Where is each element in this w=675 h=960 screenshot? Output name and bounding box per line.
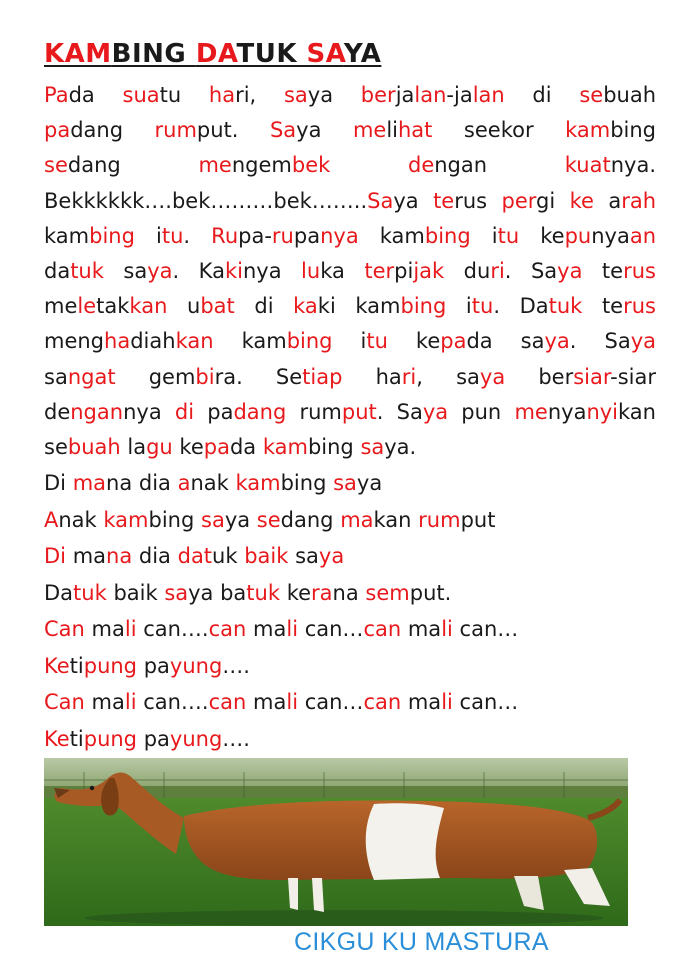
paragraph-line (44, 395, 656, 430)
text-segment: ya (356, 471, 383, 496)
text-segment: na (106, 544, 133, 569)
text-segment: sa (164, 580, 189, 605)
text-segment: ke (519, 223, 565, 248)
text-segment: da sa (466, 329, 545, 354)
text-segment: ru (271, 223, 294, 248)
text-segment: siar (573, 364, 611, 389)
text-segment: ma (72, 471, 107, 496)
goat-illustration (44, 758, 628, 926)
text-segment: du (444, 259, 491, 284)
text-segment: te (582, 259, 624, 284)
text-segment: ma (84, 690, 125, 715)
text-segment: . (183, 223, 212, 248)
text-segment: li (441, 617, 453, 642)
text-segment: ra. Se (214, 364, 303, 389)
text-segment: ngat (67, 364, 116, 389)
text-segment: . Sa (376, 399, 423, 424)
text-segment: bi (195, 364, 215, 389)
text-segment: BING (111, 39, 196, 69)
text-segment: rum (154, 118, 197, 143)
text-segment: ha (104, 329, 131, 354)
text-segment: tuk (70, 259, 104, 284)
text-segment: ti (69, 653, 84, 678)
text-segment: -ja (446, 83, 473, 107)
text-segment: can (208, 617, 247, 642)
text-segment: DA (195, 39, 237, 69)
text-segment: see (432, 118, 501, 143)
text-segment: bing (286, 329, 333, 354)
text-segment: ya (557, 259, 583, 284)
text-segment: kam (213, 329, 287, 354)
text-segment: tuk (246, 580, 281, 605)
text-segment: kam (103, 507, 149, 532)
text-segment: a (177, 471, 191, 496)
text-segment: ya (147, 259, 173, 284)
text-segment: se (44, 435, 68, 460)
text-segment: ngan (70, 399, 124, 424)
text-segment: ma (84, 617, 125, 642)
text-segment: kam (358, 223, 425, 248)
text-segment: yung (169, 726, 223, 751)
text-segment: sa (283, 83, 308, 107)
text-segment: kan (373, 507, 419, 532)
text-segment: tu (161, 223, 184, 248)
text-segment: ya (393, 188, 434, 213)
text-segment: di (504, 83, 580, 107)
text-segment: ya (479, 364, 506, 389)
text-segment: can (208, 690, 247, 715)
paragraph-line (44, 148, 656, 183)
text-segment: ya (296, 118, 353, 143)
text-segment: nak (190, 471, 236, 496)
text-segment: na (332, 580, 366, 605)
text-segment: de (44, 399, 71, 424)
text-segment: can… (452, 690, 519, 715)
text-segment: kam (44, 223, 90, 248)
text-segment: pun (448, 399, 515, 424)
text-segment: pu (564, 223, 592, 248)
text-segment: ngem (231, 153, 292, 178)
text-segment: kan (175, 329, 214, 354)
text-segment: i (470, 223, 498, 248)
text-segment: me (514, 399, 548, 424)
text-segment: rus (623, 259, 656, 284)
text-segment: ha (342, 364, 402, 389)
text-segment: Bekkkkkk….bek………bek…….. (44, 188, 368, 213)
paragraph-line (44, 219, 656, 254)
text-segment: kam (235, 471, 281, 496)
lyric-line (44, 721, 656, 758)
text-segment: kor (500, 118, 566, 143)
text-segment: se (579, 83, 604, 107)
text-segment: Ru (211, 223, 239, 248)
text-segment: tu (366, 329, 388, 354)
text-segment: ber (360, 83, 396, 107)
text-segment: la (120, 435, 147, 460)
text-segment: diah (130, 329, 176, 354)
paragraph-line (44, 254, 656, 289)
text-segment: di (174, 399, 195, 424)
text-segment: ya (630, 329, 656, 354)
paragraph-line (44, 360, 656, 395)
text-segment: can…. (136, 617, 209, 642)
text-segment: bing (280, 471, 334, 496)
text-segment: lan (472, 83, 505, 107)
text-segment: . Ka (172, 259, 225, 284)
text-segment: ri, (235, 83, 284, 107)
text-segment: de (408, 153, 435, 178)
text-segment: pa (293, 223, 321, 248)
text-segment: Ke (44, 653, 70, 678)
text-segment: Pa (44, 83, 69, 107)
text-segment: u (167, 294, 201, 319)
text-segment: tuk (548, 294, 583, 319)
text-segment: ma (340, 507, 374, 532)
text-segment: gem (115, 364, 196, 389)
text-segment: buah (603, 83, 657, 107)
text-segment: se (44, 153, 68, 178)
text-segment: bing (89, 223, 135, 248)
text-segment: kam (565, 118, 611, 143)
text-segment: le (77, 294, 97, 319)
text-segment: rah (621, 188, 656, 213)
text-segment: KAM (44, 39, 112, 69)
text-segment: ya ba (188, 580, 247, 605)
text-segment: nya (123, 399, 175, 424)
lyric-line (44, 502, 656, 539)
text-segment: an (629, 223, 657, 248)
text-segment: ka (320, 259, 365, 284)
text-segment: jak (413, 259, 445, 284)
text-segment: bing (148, 507, 201, 532)
paragraph-line (44, 430, 656, 465)
text-segment: lu (301, 259, 321, 284)
lyric-line (44, 684, 656, 721)
text-segment: yung (169, 653, 223, 678)
text-segment: pung (83, 726, 138, 751)
text-segment: sa (333, 471, 357, 496)
text-segment: YA (343, 39, 382, 69)
song-lyrics (44, 465, 656, 757)
text-segment: di (234, 294, 294, 319)
text-segment: da (229, 435, 263, 460)
text-segment: tiap (302, 364, 343, 389)
text-segment: rus (454, 188, 502, 213)
text-segment: me (198, 153, 232, 178)
text-segment: ya (224, 507, 257, 532)
text-segment: ma (66, 544, 107, 569)
text-segment: rum (418, 507, 461, 532)
text-segment: i (134, 223, 162, 248)
text-segment: pa (194, 399, 234, 424)
text-segment: rus (623, 294, 656, 319)
paragraph-line (44, 184, 656, 219)
lyric-line (44, 575, 656, 612)
text-segment: sa (288, 544, 319, 569)
text-segment: rum (286, 399, 342, 424)
text-segment: ka (293, 294, 318, 319)
text-segment: pa- (238, 223, 272, 248)
text-segment: TUK (236, 39, 307, 69)
text-segment: pi (394, 259, 414, 284)
text-segment: bing (424, 223, 471, 248)
text-segment: pa (440, 329, 467, 354)
text-segment: bing (400, 294, 447, 319)
text-segment: . Sa (569, 329, 631, 354)
text-segment: sem (365, 580, 410, 605)
text-segment: sua (122, 83, 160, 107)
text-segment: lan (414, 83, 447, 107)
text-segment: Di (44, 471, 73, 496)
text-segment: put (341, 399, 377, 424)
goat-photo (44, 758, 628, 926)
text-segment: kan (129, 294, 168, 319)
text-segment: dang (70, 118, 155, 143)
text-segment: kam (262, 435, 308, 460)
text-segment: li (124, 617, 137, 642)
text-segment: Sa (367, 188, 394, 213)
text-segment: nya (242, 259, 302, 284)
text-segment: li (441, 690, 453, 715)
text-segment: Can (44, 690, 85, 715)
text-segment: ke (569, 188, 594, 213)
text-segment: put. (196, 118, 270, 143)
text-segment: kan (618, 399, 656, 424)
text-segment: nya (547, 399, 587, 424)
paragraph-line (44, 324, 656, 359)
text-segment: ber (505, 364, 574, 389)
text-segment: hat (398, 118, 433, 143)
text-segment: me (44, 294, 78, 319)
text-segment: ter (364, 259, 395, 284)
author-credit: CIKGU KU MASTURA (294, 928, 549, 956)
text-segment: ha (208, 83, 236, 107)
text-segment: ya. (384, 435, 417, 460)
text-segment: a (593, 188, 622, 213)
text-segment: can… (298, 690, 364, 715)
text-segment: i (332, 329, 367, 354)
text-segment: ya (544, 329, 570, 354)
text-segment: sa (44, 364, 68, 389)
text-segment: Ke (44, 726, 70, 751)
text-segment: tu (159, 83, 209, 107)
text-segment: dat (177, 544, 213, 569)
text-segment: li (124, 690, 137, 715)
text-segment: ngan (434, 153, 565, 178)
text-segment: ya (307, 83, 361, 107)
text-segment: nya (320, 223, 359, 248)
lyric-line (44, 538, 656, 575)
text-segment: ya (422, 399, 449, 424)
text-segment: …. (222, 653, 250, 678)
text-segment: bing (307, 435, 361, 460)
text-segment: ti (69, 726, 84, 751)
text-segment: Sa (269, 118, 297, 143)
text-segment: ma (401, 690, 442, 715)
text-segment: gu (146, 435, 173, 460)
text-segment: ri (401, 364, 417, 389)
text-segment: ja (395, 83, 415, 107)
document-body (44, 36, 656, 757)
text-segment: can…. (136, 690, 209, 715)
text-segment: can (363, 617, 402, 642)
text-segment: gi (536, 188, 570, 213)
text-segment: tuk (73, 580, 107, 605)
text-segment: bat (200, 294, 235, 319)
text-segment: put. (409, 580, 452, 605)
text-segment: na dia (106, 471, 178, 496)
text-segment: can (363, 690, 402, 715)
text-segment: nak (58, 507, 104, 532)
text-segment: sa (360, 435, 385, 460)
text-segment: ya (318, 544, 345, 569)
text-segment: dia (132, 544, 178, 569)
text-segment: -siar (610, 364, 657, 389)
text-segment: li (286, 617, 299, 642)
text-segment: tu (471, 294, 494, 319)
text-segment: pa (44, 118, 71, 143)
story-paragraph (44, 78, 656, 465)
text-segment: te (433, 188, 455, 213)
text-segment: pa (137, 726, 170, 751)
text-segment: Da (44, 580, 74, 605)
text-segment: A (44, 507, 59, 532)
text-segment: per (501, 188, 537, 213)
text-segment: dang (67, 153, 199, 178)
text-segment: SA (306, 39, 344, 69)
text-segment: nyi (586, 399, 619, 424)
text-segment: uk (212, 544, 245, 569)
text-segment: li (286, 690, 299, 715)
text-segment: pa (137, 653, 170, 678)
text-segment: bing (610, 118, 656, 143)
text-segment: can… (452, 617, 519, 642)
text-segment: pa (203, 435, 230, 460)
text-segment: meng (44, 329, 105, 354)
story-title (44, 36, 656, 72)
lyric-line (44, 465, 656, 502)
text-segment: . Da (493, 294, 549, 319)
text-segment: i (446, 294, 472, 319)
text-segment: baik (244, 544, 289, 569)
text-segment: can… (298, 617, 364, 642)
text-segment: sa (201, 507, 225, 532)
text-segment: pung (83, 653, 138, 678)
lyric-line (44, 611, 656, 648)
text-segment: da (44, 259, 71, 284)
text-segment: te (582, 294, 624, 319)
text-segment: ke (387, 329, 441, 354)
text-segment: , sa (416, 364, 480, 389)
text-segment: nya. (610, 153, 657, 178)
paragraph-line (44, 78, 656, 113)
text-segment: buah (67, 435, 121, 460)
text-segment: nya (591, 223, 630, 248)
text-segment: baik (106, 580, 165, 605)
paragraph-line (44, 289, 656, 324)
text-segment: ki (224, 259, 243, 284)
text-segment: ke (172, 435, 204, 460)
text-segment: sa (103, 259, 148, 284)
text-segment: ra (311, 580, 333, 605)
text-segment: bek (291, 153, 408, 178)
text-segment: Di (44, 544, 67, 569)
text-segment: ki kam (317, 294, 401, 319)
text-segment: put (460, 507, 496, 532)
text-segment: me (352, 118, 387, 143)
text-segment: …. (222, 726, 250, 751)
text-segment: dang (233, 399, 287, 424)
text-segment: ke (280, 580, 312, 605)
text-segment: ma (401, 617, 442, 642)
text-segment: ma (246, 617, 287, 642)
text-segment: li (386, 118, 398, 143)
text-segment: dang (280, 507, 341, 532)
lyric-line (44, 648, 656, 685)
text-segment: . Sa (504, 259, 558, 284)
text-segment: tu (497, 223, 520, 248)
paragraph-line (44, 113, 656, 148)
text-segment: Can (44, 617, 85, 642)
text-segment: ma (246, 690, 287, 715)
text-segment: se (256, 507, 281, 532)
text-segment: ri (490, 259, 505, 284)
text-segment: da (68, 83, 123, 107)
text-segment: kuat (564, 153, 611, 178)
text-segment: tak (96, 294, 130, 319)
